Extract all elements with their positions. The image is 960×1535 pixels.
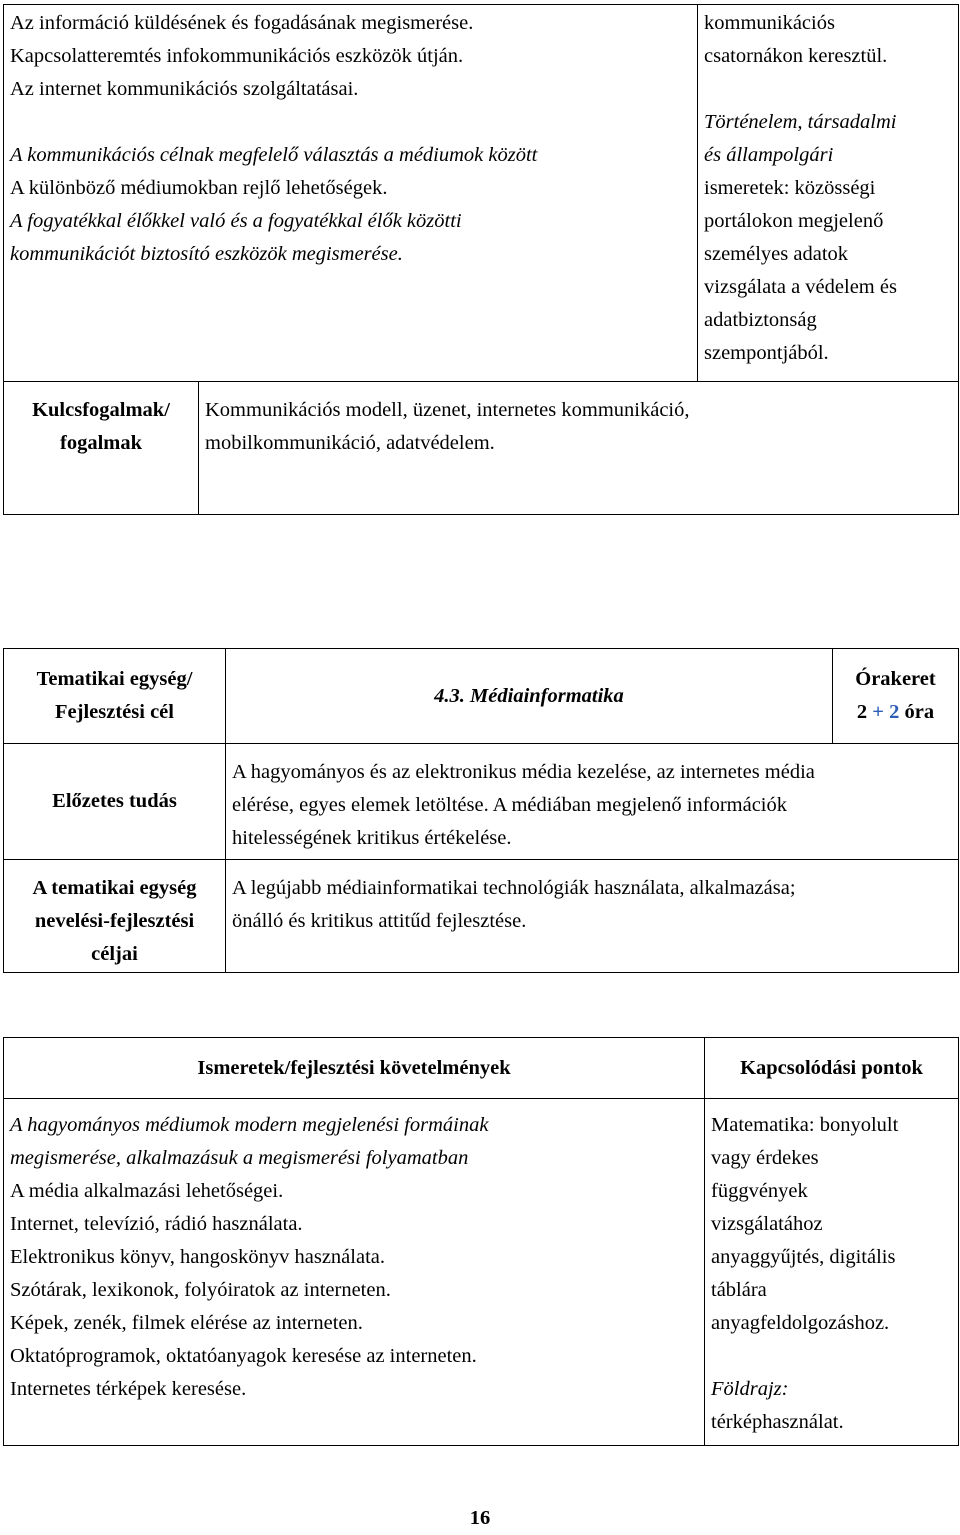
text-line: térképhasználat. (711, 1411, 844, 1433)
text-line: szempontjából. (704, 342, 829, 364)
text-line: A kommunikációs célnak megfelelő választás a médiumok között (10, 144, 538, 166)
text-line: anyagfeldolgozáshoz. (711, 1312, 890, 1334)
text-line: ismeretek: közösségi (704, 177, 876, 199)
text-line: Internetes térképek keresése. (10, 1378, 247, 1400)
text-line: A média alkalmazási lehetőségei. (10, 1180, 284, 1202)
text-line: vizsgálatához (711, 1213, 823, 1235)
connection-lines (704, 7, 954, 370)
text-line: Az internet kommunikációs szolgáltatásai. (10, 78, 359, 100)
text-line: kommunikációs (704, 12, 835, 34)
text-line: táblára (711, 1279, 767, 1301)
text-line: Kapcsolatteremtés infokommunikációs eszközök útján. (10, 45, 464, 67)
text-line: Szótárak, lexikonok, folyóiratok az interneten. (10, 1279, 391, 1301)
text-line: Történelem, társadalmi (704, 111, 897, 133)
text-line: Képek, zenék, filmek elérése az interneten. (10, 1312, 363, 1334)
connections-cell (698, 5, 959, 382)
text-line: Földrajz: (711, 1378, 789, 1400)
page-number: 16 (469, 1507, 491, 1529)
time-frame-label: Órakeret (855, 668, 936, 690)
requirement-lines (10, 1109, 698, 1406)
development-goals-value: A legújabb médiainformatikai technológiák használata, alkalmazása; önálló és kritikus attitűd fejlesztése. (226, 860, 959, 973)
connections-points-cell (705, 1099, 959, 1446)
content-lines (10, 7, 691, 271)
text-line: vizsgálata a védelem és (704, 276, 897, 298)
text-line: csatornákon keresztül. (704, 45, 888, 67)
text-line: Oktatóprogramok, oktatóanyagok keresése az interneten. (10, 1345, 477, 1367)
unit-title: 4.3. Médiainformatika (226, 649, 833, 744)
topic-content-cell (4, 5, 698, 382)
text-line (711, 1340, 952, 1373)
text-line: portálokon megjelenő (704, 210, 884, 232)
requirements-cell (4, 1099, 705, 1446)
text-line: függvények (711, 1180, 808, 1202)
key-concepts-value: Kommunikációs modell, üzenet, internetes kommunikáció, mobilkommunikáció, adatvédelem. (199, 382, 959, 515)
connection-point-lines (711, 1109, 952, 1439)
time-frame-cell (833, 649, 959, 744)
curriculum-table-2 (3, 648, 959, 973)
curriculum-table-3 (3, 1037, 959, 1446)
prior-knowledge-value: A hagyományos és az elektronikus média kezelése, az internetes média elérése, egyes elemek letöltése. A médiában megjelenő információk hitelességének kritikus értékelése. (226, 744, 959, 860)
text-line: anyaggyűjtés, digitális (711, 1246, 896, 1268)
key-concepts-label: Kulcsfogalmak/ fogalmak (4, 382, 199, 515)
requirements-header: Ismeretek/fejlesztési követelmények (4, 1038, 705, 1099)
text-line: személyes adatok (704, 243, 849, 265)
text-line: és állampolgári (704, 144, 834, 166)
text-line: adatbiztonság (704, 309, 817, 331)
text-line (704, 73, 954, 106)
text-line: Az információ küldésének és fogadásának megismerése. (10, 12, 474, 34)
curriculum-table-1 (3, 4, 959, 515)
text-line: Matematika: bonyolult (711, 1114, 899, 1136)
text-line: A különböző médiumokban rejlő lehetőségek. (10, 177, 388, 199)
thematic-unit-label: Tematikai egység/ Fejlesztési cél (4, 649, 226, 744)
text-line: vagy érdekes (711, 1147, 819, 1169)
text-line: Internet, televízió, rádió használata. (10, 1213, 303, 1235)
text-line: kommunikációt biztosító eszközök megismerése. (10, 243, 403, 265)
text-line: Elektronikus könyv, hangoskönyv használata. (10, 1246, 385, 1268)
development-goals-label: A tematikai egység nevelési-fejlesztési céljai (4, 860, 226, 973)
text-line (10, 106, 691, 139)
text-line: megismerése, alkalmazásuk a megismerési folyamatban (10, 1147, 469, 1169)
text-line: A fogyatékkal élőkkel való és a fogyatékkal élők közötti (10, 210, 462, 232)
text-line: A hagyományos médiumok modern megjelenési formáinak (10, 1114, 489, 1136)
connections-header: Kapcsolódási pontok (705, 1038, 959, 1099)
prior-knowledge-label: Előzetes tudás (4, 744, 226, 860)
time-frame-value: 2 + 2 óra (856, 701, 935, 723)
